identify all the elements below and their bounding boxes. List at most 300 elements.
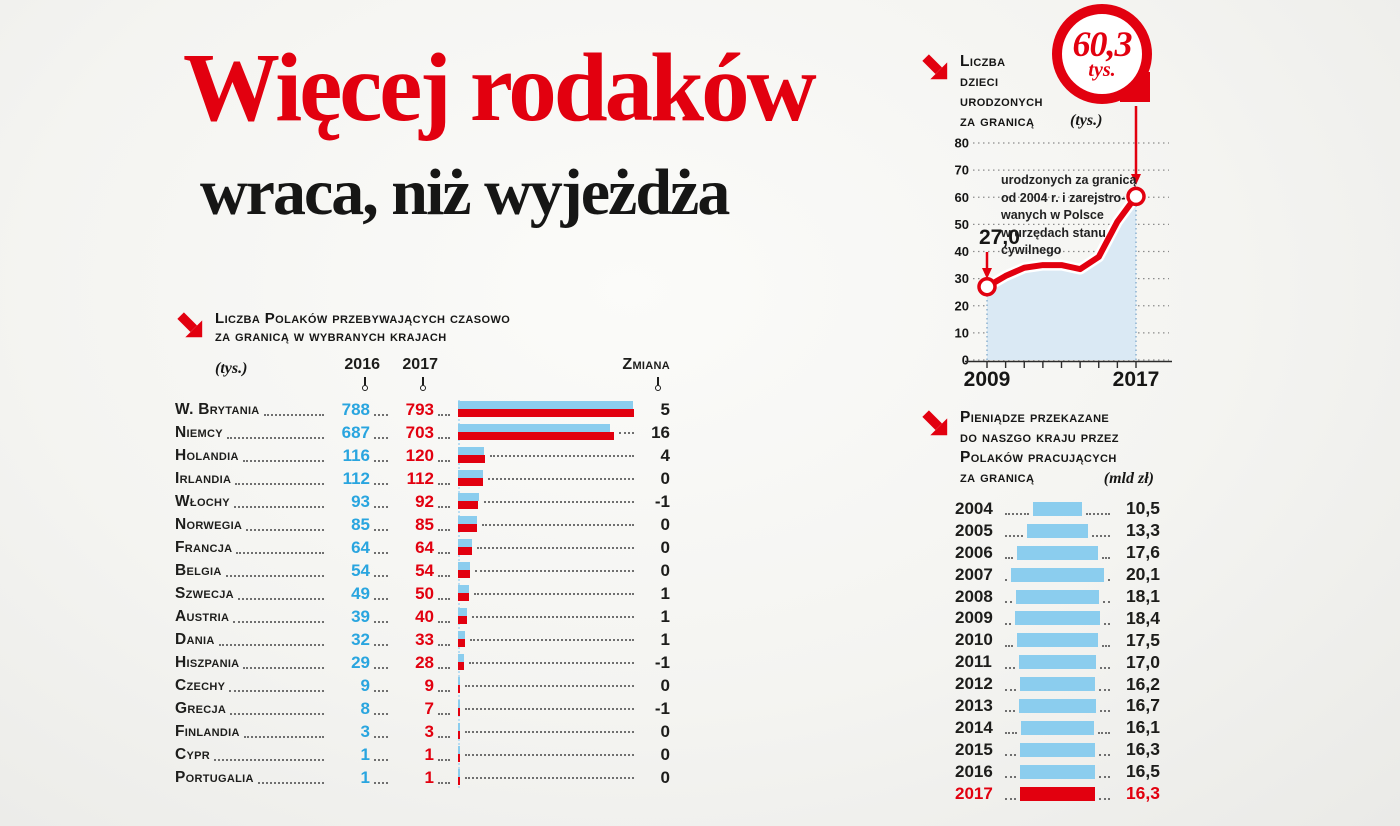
bar-2017 <box>458 501 478 509</box>
year-label: 2012 <box>955 674 993 694</box>
start-marker <box>979 279 995 295</box>
value-2016: 8 <box>360 698 370 718</box>
dotted-leader <box>1086 502 1110 515</box>
table-row <box>175 651 670 674</box>
value-2017: 703 <box>405 422 434 442</box>
bar-2016 <box>458 723 460 731</box>
value-bar <box>1020 677 1094 691</box>
chart-title-line4: za granicą <box>960 113 1035 130</box>
year-label: 2010 <box>955 630 993 650</box>
bar-2017 <box>458 593 469 601</box>
change-value: 0 <box>660 675 670 695</box>
bar-pair <box>458 490 636 513</box>
dotted-leader <box>470 639 634 641</box>
column-2016: 2016 <box>344 356 380 373</box>
bar-2016 <box>458 769 460 777</box>
value-2017: 85 <box>415 514 434 534</box>
dotted-leader <box>374 518 388 531</box>
value-2017: 1 <box>424 744 434 764</box>
callout-arrowhead <box>982 268 992 279</box>
bar-2017 <box>458 478 483 486</box>
value-2016: 32 <box>351 629 370 649</box>
chart-title-line3: Polaków pracujących <box>960 449 1117 466</box>
bar-pair <box>458 766 636 789</box>
value-label: 20,1 <box>1125 564 1161 585</box>
dotted-leader <box>374 449 388 462</box>
dotted-leader <box>1102 546 1110 559</box>
year-label: 2014 <box>955 717 993 737</box>
bar-2016 <box>458 424 610 432</box>
value-label: 17,5 <box>1125 629 1161 650</box>
y-tick-label: 80 <box>954 135 969 151</box>
dotted-leader <box>1005 765 1016 778</box>
value-label: 10,5 <box>1125 498 1161 519</box>
dotted-leader <box>465 685 634 687</box>
value-2016: 112 <box>342 468 370 488</box>
value-2016: 687 <box>341 422 370 442</box>
dotted-leader <box>438 495 450 508</box>
value-label: 16,5 <box>1125 761 1160 782</box>
table-row <box>175 720 670 743</box>
dotted-leader <box>243 449 324 462</box>
country-label: Finlandia <box>175 722 240 740</box>
callout-badge <box>1052 4 1152 104</box>
dotted-leader <box>1005 743 1016 756</box>
dotted-leader <box>1005 787 1016 800</box>
bar-2017 <box>458 432 614 440</box>
annotation-line: cywilnego <box>1001 243 1062 258</box>
value-2016: 9 <box>360 675 370 695</box>
bar-2016 <box>458 677 460 685</box>
x-axis-label-end: 2017 <box>1112 368 1160 391</box>
dotted-leader <box>438 564 450 577</box>
dotted-leader <box>258 771 324 784</box>
x-axis-label-start: 2009 <box>963 368 1011 391</box>
dotted-leader <box>374 702 388 715</box>
country-label: Szwecja <box>175 584 234 602</box>
country-label: Dania <box>175 630 215 648</box>
dotted-leader <box>438 679 450 692</box>
bar-2016 <box>458 470 483 478</box>
bar-pair <box>458 536 636 559</box>
change-value: 0 <box>660 560 670 580</box>
dotted-leader <box>469 662 634 664</box>
value-bar <box>1020 765 1096 779</box>
dotted-leader <box>438 633 450 646</box>
value-label: 16,2 <box>1125 673 1160 694</box>
bar-2016 <box>458 585 469 593</box>
dotted-leader <box>1005 524 1023 537</box>
headline-red: Więcej rodaków <box>183 34 814 141</box>
table-row <box>175 536 670 559</box>
value-2016: 788 <box>341 399 370 419</box>
bar-2016 <box>458 700 460 708</box>
bar-2017 <box>458 409 634 417</box>
dotted-leader <box>1104 612 1110 625</box>
bar-2016 <box>458 539 472 547</box>
bar-2016 <box>458 631 465 639</box>
dotted-leader <box>374 541 388 554</box>
dotted-leader <box>1005 546 1013 559</box>
bar-pair <box>458 651 636 674</box>
annotation-line: od 2004 r. i zarejstro- <box>1001 190 1126 205</box>
table-row <box>175 444 670 467</box>
dotted-leader <box>374 771 388 784</box>
bar-pair <box>458 559 636 582</box>
value-2017: 1 <box>424 767 434 787</box>
y-tick-label: 30 <box>954 271 969 287</box>
dotted-leader <box>1103 590 1110 603</box>
bar-2017 <box>458 731 460 739</box>
money-transfers-chart <box>920 408 1160 804</box>
value-label: 16,3 <box>1125 783 1161 804</box>
dotted-leader <box>229 679 324 692</box>
value-label: 18,4 <box>1125 607 1161 628</box>
bar-pair <box>458 697 636 720</box>
change-value: 0 <box>660 468 670 488</box>
callout-start-value: 27,0 <box>979 226 1020 249</box>
dotted-leader <box>438 748 450 761</box>
value-2017: 793 <box>405 399 434 419</box>
year-rows <box>920 498 1160 804</box>
dotted-leader <box>474 593 634 595</box>
column-anchor-icon <box>654 377 662 391</box>
table-row <box>175 559 670 582</box>
dotted-leader <box>1005 502 1029 515</box>
dotted-leader <box>226 564 324 577</box>
unit-label: (tys.) <box>215 360 248 377</box>
dotted-leader <box>1099 743 1110 756</box>
country-label: Norwegia <box>175 515 243 533</box>
arrow-se-icon <box>175 310 205 345</box>
change-value: 0 <box>660 767 670 787</box>
value-2017: 40 <box>415 606 434 626</box>
value-2016: 39 <box>351 606 370 626</box>
value-2016: 1 <box>360 744 370 764</box>
badge-circle <box>1052 4 1152 104</box>
bar-row <box>955 783 1160 805</box>
dotted-leader <box>438 702 450 715</box>
dotted-leader <box>227 426 324 439</box>
dotted-leader <box>1005 590 1012 603</box>
table-row <box>175 697 670 720</box>
y-tick-label: 70 <box>954 162 969 178</box>
value-2016: 49 <box>351 583 370 603</box>
bar-pair <box>458 444 636 467</box>
bar-row <box>955 673 1160 695</box>
bar-row <box>955 695 1160 717</box>
value-2016: 3 <box>360 721 370 741</box>
dotted-leader <box>374 748 388 761</box>
dotted-leader <box>438 725 450 738</box>
dotted-leader <box>1098 721 1110 734</box>
annotation-line: w urzędach stanu <box>1001 225 1106 240</box>
bar-2017 <box>458 777 460 785</box>
change-value: -1 <box>654 491 670 511</box>
dotted-leader <box>1005 721 1017 734</box>
value-2017: 92 <box>415 491 434 511</box>
change-value: -1 <box>654 698 670 718</box>
dotted-leader <box>374 679 388 692</box>
bar-pair <box>458 398 636 421</box>
bar-2016 <box>458 746 460 754</box>
value-2017: 64 <box>415 537 434 557</box>
bar-pair <box>458 513 636 536</box>
dotted-leader <box>1005 568 1007 581</box>
dotted-leader <box>438 656 450 669</box>
year-label: 2011 <box>955 652 992 672</box>
year-label: 2007 <box>955 564 993 584</box>
bar-pair <box>458 628 636 651</box>
value-bar <box>1020 787 1095 801</box>
year-label: 2015 <box>955 739 993 759</box>
value-label: 16,1 <box>1125 717 1161 738</box>
dotted-leader <box>1099 765 1110 778</box>
dotted-leader <box>1005 678 1016 691</box>
value-bar <box>1020 743 1095 757</box>
dotted-leader <box>264 403 324 416</box>
annotation-line: wanych w Polsce <box>1001 208 1104 223</box>
country-label: Niemcy <box>175 423 223 441</box>
bar-pair <box>458 720 636 743</box>
value-2017: 9 <box>424 675 434 695</box>
value-label: 16,3 <box>1125 739 1161 760</box>
table-row <box>175 743 670 766</box>
chart-title-line1: Pieniądze przekazane <box>960 409 1110 426</box>
change-value: 4 <box>660 445 670 465</box>
bar-2016 <box>458 562 470 570</box>
dotted-leader <box>374 725 388 738</box>
table-row <box>175 467 670 490</box>
country-label: Portugalia <box>175 768 254 786</box>
table-row <box>175 628 670 651</box>
bar-2016 <box>458 493 479 501</box>
column-anchor-icon <box>361 377 369 391</box>
year-label: 2006 <box>955 542 993 562</box>
y-tick-label: 20 <box>954 298 969 314</box>
bar-row <box>955 564 1160 586</box>
value-bar <box>1027 524 1088 538</box>
dotted-leader <box>1005 656 1015 669</box>
value-bar <box>1019 655 1097 669</box>
dotted-leader <box>472 616 634 618</box>
badge-unit: tys. <box>1088 59 1116 81</box>
bar-2017 <box>458 616 467 624</box>
dotted-leader <box>490 455 634 457</box>
dotted-leader <box>234 495 324 508</box>
country-label: Austria <box>175 607 230 625</box>
badge-value: 60,3 <box>1072 24 1132 64</box>
bar-2017 <box>458 639 465 647</box>
dotted-leader <box>438 587 450 600</box>
y-tick-label: 10 <box>954 325 969 341</box>
change-value: 0 <box>660 537 670 557</box>
dotted-leader <box>1092 524 1110 537</box>
column-headers <box>175 356 670 394</box>
arrow-se-icon <box>920 408 950 443</box>
dotted-leader <box>1005 612 1011 625</box>
year-label: 2017 <box>955 783 993 803</box>
value-label: 17,0 <box>1125 651 1161 672</box>
dotted-leader <box>1108 568 1110 581</box>
value-bar <box>1015 611 1099 625</box>
dotted-leader <box>374 426 388 439</box>
chart-title-line1: Liczba Polaków przebywających czasowo <box>215 310 511 327</box>
dotted-leader <box>438 771 450 784</box>
bar-2017 <box>458 662 464 670</box>
bar-2017 <box>458 547 472 555</box>
y-tick-label: 60 <box>954 189 969 205</box>
bar-2017 <box>458 455 485 463</box>
bar-2017 <box>458 754 460 762</box>
value-2017: 3 <box>424 721 434 741</box>
value-bar <box>1011 568 1103 582</box>
country-label: Grecja <box>175 699 227 717</box>
bar-2016 <box>458 654 464 662</box>
dotted-leader <box>438 541 450 554</box>
poles-abroad-chart <box>175 310 670 789</box>
y-tick-label: 40 <box>954 244 969 259</box>
bar-row <box>955 739 1160 761</box>
value-label: 17,6 <box>1125 542 1160 563</box>
table-row <box>175 398 670 421</box>
dotted-leader <box>477 547 634 549</box>
dotted-leader <box>246 518 324 531</box>
value-2016: 116 <box>342 445 370 465</box>
table-row <box>175 674 670 697</box>
bar-pair <box>458 582 636 605</box>
dotted-leader <box>243 656 324 669</box>
dotted-leader <box>233 610 324 623</box>
table-row <box>175 605 670 628</box>
dotted-leader <box>1099 787 1110 800</box>
column-change: Zmiana <box>622 356 670 373</box>
value-bar <box>1017 546 1098 560</box>
annotation-line: urodzonych za granicą <box>1001 173 1137 187</box>
dotted-leader <box>214 748 324 761</box>
dotted-leader <box>482 524 634 526</box>
bar-2016 <box>458 447 484 455</box>
value-label: 13,3 <box>1125 520 1160 541</box>
bar-pair <box>458 421 636 444</box>
poles-abroad-header <box>175 310 670 346</box>
value-2016: 85 <box>351 514 370 534</box>
change-value: 5 <box>660 399 670 419</box>
change-value: -1 <box>654 652 670 672</box>
dotted-leader <box>230 702 324 715</box>
dotted-leader <box>374 633 388 646</box>
value-label: 16,7 <box>1125 695 1161 716</box>
table-row <box>175 421 670 444</box>
dotted-leader <box>484 501 634 503</box>
dotted-leader <box>488 478 634 480</box>
bar-2016 <box>458 608 467 616</box>
bar-pair <box>458 605 636 628</box>
dotted-leader <box>438 426 450 439</box>
dotted-leader <box>438 403 450 416</box>
bar-row <box>955 717 1160 739</box>
dotted-leader <box>1005 634 1013 647</box>
change-value: 0 <box>660 744 670 764</box>
dotted-leader <box>438 610 450 623</box>
change-value: 16 <box>651 422 670 442</box>
dotted-leader <box>238 587 324 600</box>
year-label: 2004 <box>955 498 993 518</box>
dotted-leader <box>438 472 450 485</box>
year-label: 2005 <box>955 520 993 540</box>
dotted-leader <box>1005 699 1015 712</box>
bar-row <box>955 761 1160 783</box>
dotted-leader <box>219 633 324 646</box>
country-label: W. Brytania <box>175 400 260 418</box>
chart-title-line4: za granicą <box>960 469 1035 486</box>
table-row <box>175 490 670 513</box>
unit-label: (tys.) <box>1070 112 1103 129</box>
bar-2017 <box>458 685 460 693</box>
change-value: 1 <box>660 606 670 626</box>
dotted-leader <box>619 432 634 434</box>
column-anchor-icon <box>419 377 427 391</box>
change-value: 1 <box>660 583 670 603</box>
change-value: 0 <box>660 514 670 534</box>
change-value: 1 <box>660 629 670 649</box>
value-2016: 29 <box>351 652 370 672</box>
dotted-leader <box>1099 678 1110 691</box>
table-row <box>175 582 670 605</box>
dotted-leader <box>235 472 324 485</box>
value-2017: 50 <box>415 583 434 603</box>
dotted-leader <box>475 570 634 572</box>
value-2016: 64 <box>351 537 370 557</box>
dotted-leader <box>374 587 388 600</box>
year-label: 2008 <box>955 586 993 606</box>
year-label: 2013 <box>955 695 993 715</box>
value-2017: 54 <box>415 560 434 580</box>
bar-2017 <box>458 570 470 578</box>
value-bar <box>1021 721 1095 735</box>
value-bar <box>1017 633 1097 647</box>
table-row <box>175 513 670 536</box>
country-label: Cypr <box>175 745 211 763</box>
value-2017: 7 <box>424 698 434 718</box>
bar-2016 <box>458 401 633 409</box>
y-tick-label: 0 <box>961 352 969 368</box>
country-label: Hiszpania <box>175 653 240 671</box>
country-label: Holandia <box>175 446 239 464</box>
y-tick-label: 50 <box>954 216 969 232</box>
dotted-leader <box>1100 656 1110 669</box>
dotted-leader <box>374 495 388 508</box>
bar-2017 <box>458 524 477 532</box>
dotted-leader <box>1102 634 1110 647</box>
unit-label: (mld zł) <box>1103 470 1154 487</box>
dotted-leader <box>374 403 388 416</box>
dotted-leader <box>374 472 388 485</box>
chart-title-line3: urodzonych <box>960 93 1043 110</box>
chart-title-line2: do naszgo kraju przez <box>960 429 1119 446</box>
arrow-se-icon <box>920 52 950 87</box>
dotted-leader <box>438 449 450 462</box>
bar-pair <box>458 743 636 766</box>
year-label: 2016 <box>955 761 993 781</box>
bar-row <box>955 607 1160 629</box>
value-2017: 28 <box>415 652 434 672</box>
value-2016: 1 <box>360 767 370 787</box>
dotted-leader <box>374 656 388 669</box>
chart-title-line2: dzieci <box>960 73 999 90</box>
bar-2017 <box>458 708 460 716</box>
value-bar <box>1019 699 1095 713</box>
